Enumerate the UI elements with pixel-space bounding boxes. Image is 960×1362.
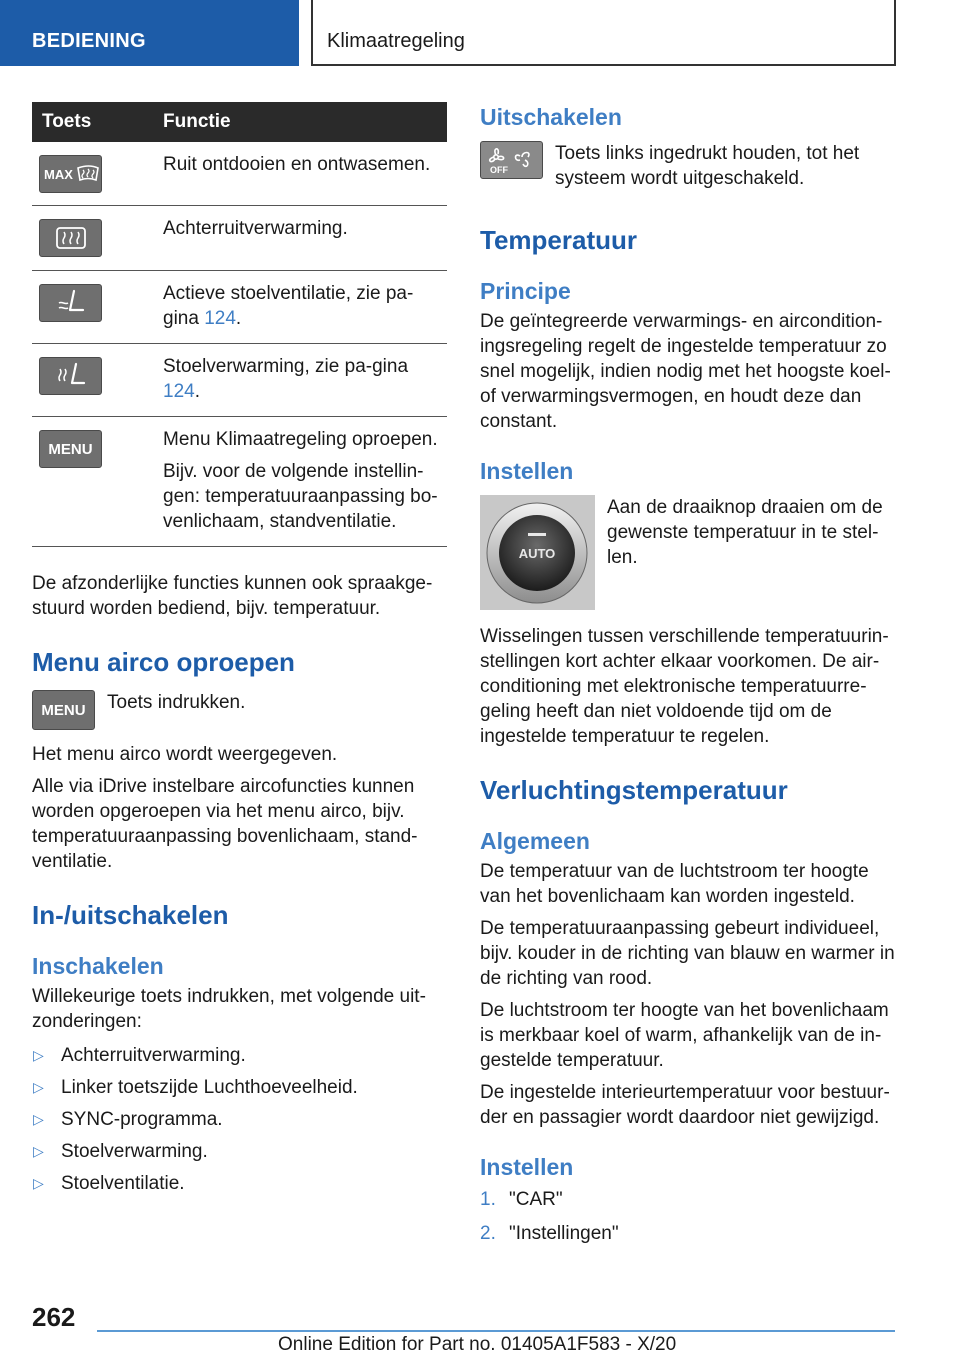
- temperature-heading: Temperatuur: [480, 225, 637, 255]
- right-column: [480, 102, 895, 1255]
- menu-paragraph-2: Alle via iDrive instelbare aircofuncties kunnen worden opgeroepen via het menu airco, bijv. temperatuuraanpassing bovenlichaam, stand-ventilatie.: [32, 776, 418, 872]
- list-item: ▷ Achterruitverwarming.: [33, 1045, 246, 1066]
- off-step: [480, 141, 895, 191]
- general-paragraph-1: De temperatuur van de luchtstroom ter hoogte van het bovenlichaam kan worden ingesteld.: [480, 861, 869, 907]
- triangle-bullet-icon: ▷: [33, 1143, 44, 1159]
- seat-heating-icon: [39, 357, 102, 395]
- list-item: ▷ Linker toetszijde Luchthoeveelheid.: [33, 1077, 358, 1098]
- triangle-bullet-icon: ▷: [33, 1047, 44, 1063]
- row-text-extra: Bijv. voor de volgende instellin-gen: temperatuuraanpassing bo-venlichaam, standventilatie.: [163, 461, 438, 532]
- set2-heading: Instellen: [480, 1154, 574, 1180]
- off-text: Toets links ingedrukt houden, tot het systeem wordt uitgeschakeld.: [555, 143, 860, 189]
- col-header-key: Toets: [32, 102, 163, 142]
- fan-off-icon: [480, 141, 543, 179]
- page-link[interactable]: 124: [163, 381, 195, 402]
- principle-heading: Principe: [480, 278, 571, 304]
- list-item: 2. "Instellingen": [480, 1223, 619, 1244]
- voice-note: De afzonderlijke functies kunnen ook spraakge-stuurd worden bediend, bijv. temperatuur.: [32, 573, 433, 619]
- set-text: Aan de draaiknop draaien om de gewenste temperatuur in te stel-len.: [607, 497, 883, 568]
- list-item: ▷ Stoelventilatie.: [33, 1173, 185, 1194]
- menu-paragraph-1: Het menu airco wordt weergegeven.: [32, 744, 338, 765]
- list-item: 1. "CAR": [480, 1189, 563, 1210]
- row-text: Stoelverwarming, zie pa-gina 124.: [163, 356, 409, 402]
- svg-text:MAX: MAX: [43, 167, 73, 182]
- triangle-bullet-icon: ▷: [33, 1111, 44, 1127]
- max-defrost-icon: [39, 155, 102, 193]
- section-tab: [0, 0, 299, 66]
- table-row: [32, 271, 447, 344]
- page-number: 262: [32, 1302, 76, 1332]
- svg-text:OFF: OFF: [489, 165, 508, 175]
- exceptions-list: [32, 1043, 447, 1196]
- list-item: ▷ Stoelverwarming.: [33, 1141, 208, 1162]
- rear-window-heating-icon: [39, 219, 102, 257]
- page-header: [0, 0, 960, 66]
- general-paragraph-2: De temperatuuraanpassing gebeurt individueel, bijv. kouder in de richting van blauw en warmer in de richting van rood.: [480, 918, 895, 989]
- off-heading: Uitschakelen: [480, 104, 622, 130]
- col-header-function: Functie: [163, 102, 447, 142]
- footer-divider: [97, 1330, 895, 1332]
- section-title: BEDIENING: [32, 30, 146, 52]
- left-column: [32, 102, 447, 1203]
- seat-ventilation-icon: [39, 284, 102, 322]
- vent-heading: Verluchtingstemperatuur: [480, 775, 788, 805]
- set-heading: Instellen: [480, 458, 574, 484]
- row-text: Actieve stoelventilatie, zie pa-gina 124.: [163, 283, 414, 329]
- switch-text: Wisselingen tussen verschillende temperatuurin-stellingen kort achter elkaar voorkomen. De air-conditioning met elektronische temperatuurre-geling heeft dan niet voldoende tijd om de ingestelde temperatuur te regelen.: [480, 626, 889, 747]
- set-step: [480, 495, 895, 610]
- chapter-tab: [311, 0, 896, 66]
- row-text: Achterruitverwarming.: [163, 218, 348, 239]
- menu-step-text: Toets indrukken.: [107, 692, 246, 713]
- table-row: [32, 206, 447, 271]
- general-heading: Algemeen: [480, 828, 590, 854]
- svg-text:AUTO: AUTO: [518, 546, 556, 561]
- chapter-title: Klimaatregeling: [327, 30, 465, 52]
- triangle-bullet-icon: ▷: [33, 1079, 44, 1095]
- general-paragraph-4: De ingestelde interieurtemperatuur voor bestuur-der en passagier wordt daardoor niet gewijzigd.: [480, 1082, 890, 1128]
- row-text: Menu Klimaatregeling oproepen.: [163, 429, 438, 450]
- menu-key-icon: MENU: [32, 690, 95, 730]
- edition-text: Online Edition for Part no. 01405A1F583 - X/20: [278, 1334, 677, 1355]
- general-paragraph-3: De luchtstroom ter hoogte van het bovenlichaam is merkbaar koel of warm, afhankelijk van de in-gestelde temperatuur.: [480, 1000, 889, 1071]
- steps-list: [480, 1187, 895, 1246]
- principle-text: De geïntegreerde verwarmings- en aircondition-ingsregeling regelt de ingestelde temperatuur zo snel mogelijk, indien nodig met het hoogste koel- of verwarmingsvermogen, en houdt deze dan constant.: [480, 311, 891, 432]
- table-row: [32, 344, 447, 417]
- table-header-row: [32, 102, 447, 142]
- onoff-heading: In-/uitschakelen: [32, 900, 229, 930]
- row-text: Ruit ontdooien en ontwasemen.: [163, 154, 431, 175]
- menu-key-icon: MENU: [39, 430, 102, 468]
- table-row: [32, 417, 447, 547]
- triangle-bullet-icon: ▷: [33, 1175, 44, 1191]
- table-row: [32, 142, 447, 206]
- key-function-table: [32, 102, 447, 547]
- menu-step: [32, 690, 447, 730]
- list-item: ▷ SYNC-programma.: [33, 1109, 223, 1130]
- menu-heading: Menu airco oproepen: [32, 647, 295, 677]
- on-text: Willekeurige toets indrukken, met volgende uit-zonderingen:: [32, 986, 426, 1032]
- temperature-knob-image: [480, 495, 595, 610]
- on-heading: Inschakelen: [32, 953, 164, 979]
- page-link[interactable]: 124: [204, 308, 236, 329]
